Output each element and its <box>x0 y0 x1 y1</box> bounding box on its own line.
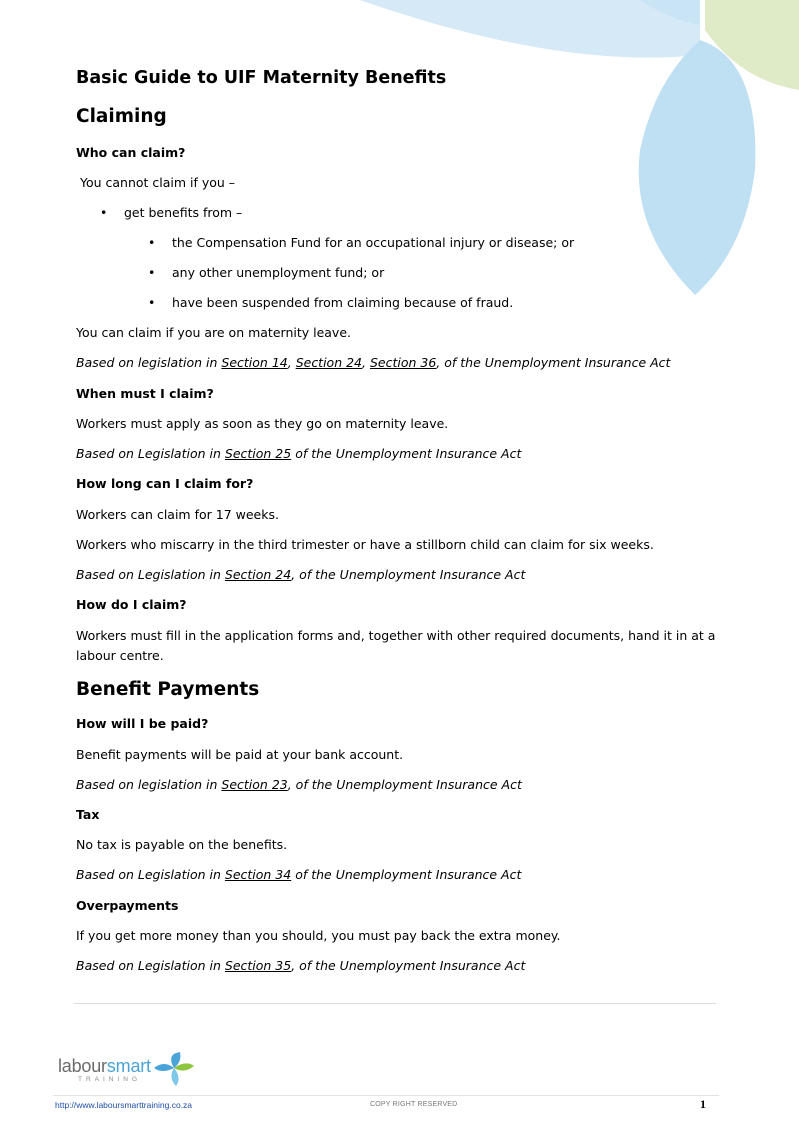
legislation-reference <box>76 775 522 795</box>
section-14-link[interactable]: Section 14 <box>221 355 288 370</box>
answer-tax: No tax is payable on the benefits. <box>76 837 288 852</box>
answer-how-long-2: Workers who miscarry in the third trimester or have a stillborn child can claim for six weeks. <box>76 537 654 552</box>
bullet-dot: • <box>148 295 156 310</box>
bullet-get-benefits: get benefits from – <box>124 205 243 220</box>
bullet-dot: • <box>148 235 156 250</box>
section-23-link[interactable]: Section 23 <box>221 777 288 792</box>
legislation-reference <box>76 444 521 464</box>
question-tax: Tax <box>76 807 100 822</box>
section-25-link[interactable]: Section 25 <box>224 446 292 461</box>
reference-prefix: Based on legislation in <box>76 355 222 370</box>
answer-overpayments: If you get more money than you should, you must pay back the extra money. <box>76 928 561 943</box>
section-heading-benefit-payments: Benefit Payments <box>76 679 260 700</box>
document-title: Basic Guide to UIF Maternity Benefits <box>76 68 447 88</box>
sub-bullet-other-fund: any other unemployment fund; or <box>172 265 385 280</box>
cannot-claim-intro: You cannot claim if you – <box>76 175 236 190</box>
laboursmart-logo <box>58 1052 218 1088</box>
reference-prefix: Based on Legislation in <box>76 567 225 582</box>
reference-suffix: , of the Unemployment Insurance Act <box>291 958 526 973</box>
logo-word-main: labour <box>58 1056 107 1076</box>
question-how-paid: How will I be paid? <box>76 716 209 731</box>
page-number: 1 <box>700 1097 706 1111</box>
reference-prefix: Based on Legislation in <box>76 867 225 882</box>
sub-bullet-suspended: have been suspended from claiming because of fraud. <box>172 295 514 310</box>
section-24-link[interactable]: Section 24 <box>224 567 292 582</box>
deco-blue-petal <box>639 40 756 295</box>
question-when-claim: When must I claim? <box>76 386 214 401</box>
reference-prefix: Based on Legislation in <box>76 958 225 973</box>
section-36-link[interactable]: Section 36 <box>369 355 437 370</box>
bullet-dot: • <box>100 205 108 220</box>
logo-word-accent: smart <box>106 1056 151 1076</box>
reference-separator: , <box>287 355 296 370</box>
website-link[interactable]: http://www.laboursmarttraining.co.za <box>55 1100 193 1110</box>
question-how-long: How long can I claim for? <box>76 476 254 491</box>
reference-suffix: , of the Unemployment Insurance Act <box>291 567 526 582</box>
section-35-link[interactable]: Section 35 <box>224 958 292 973</box>
logo-petal-icon <box>152 1052 196 1086</box>
legislation-reference <box>76 865 521 885</box>
logo-wordmark <box>58 1056 151 1077</box>
logo-subtitle: TRAINING <box>78 1076 142 1083</box>
question-how-do-claim: How do I claim? <box>76 597 187 612</box>
legislation-reference <box>76 565 525 585</box>
answer-how-do-claim: Workers must fill in the application forms and, together with other required documents, hand it in at a labour centre. <box>76 628 716 663</box>
reference-prefix: Based on Legislation in <box>76 446 225 461</box>
reference-suffix: of the Unemployment Insurance Act <box>291 446 522 461</box>
deco-top-band <box>360 0 700 58</box>
can-claim-statement: You can claim if you are on maternity leave. <box>76 325 351 340</box>
section-heading-claiming: Claiming <box>76 106 167 127</box>
copyright-notice: COPY RIGHT RESERVED <box>370 1101 458 1108</box>
answer-when-claim: Workers must apply as soon as they go on maternity leave. <box>76 416 449 431</box>
question-who-can-claim: Who can claim? <box>76 145 186 160</box>
reference-suffix: of the Unemployment Insurance Act <box>291 867 522 882</box>
section-24-link[interactable]: Section 24 <box>295 355 363 370</box>
legislation-reference <box>76 353 670 373</box>
question-overpayments: Overpayments <box>76 898 179 913</box>
answer-how-long-1: Workers can claim for 17 weeks. <box>76 507 279 522</box>
section-34-link[interactable]: Section 34 <box>224 867 292 882</box>
footer-divider <box>53 1095 719 1096</box>
answer-how-paid: Benefit payments will be paid at your bank account. <box>76 747 404 762</box>
legislation-reference <box>76 956 525 976</box>
reference-prefix: Based on legislation in <box>76 777 222 792</box>
reference-suffix: , of the Unemployment Insurance Act <box>436 355 671 370</box>
reference-separator: , <box>362 355 370 370</box>
bullet-dot: • <box>148 265 156 280</box>
sub-bullet-compensation-fund: the Compensation Fund for an occupational injury or disease; or <box>172 235 575 250</box>
content-divider <box>74 1003 716 1004</box>
reference-suffix: , of the Unemployment Insurance Act <box>287 777 522 792</box>
